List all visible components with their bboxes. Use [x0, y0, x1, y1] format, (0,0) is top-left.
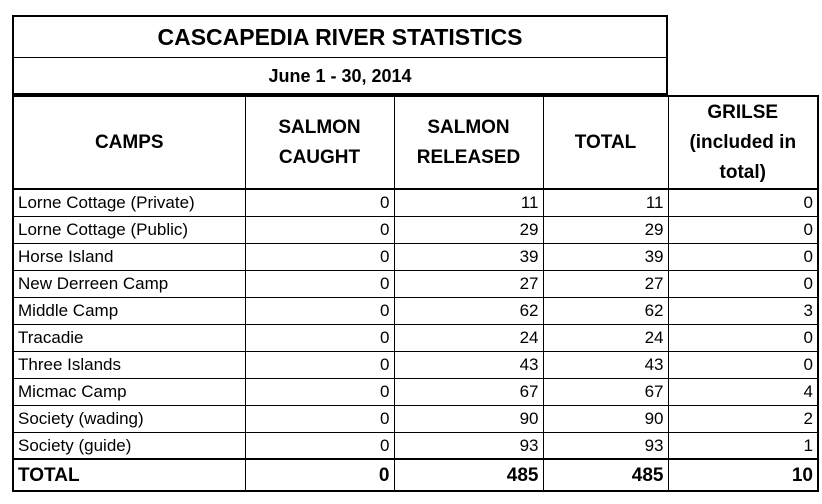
header-salmon-released: SALMON RELEASED — [394, 96, 543, 189]
grilse-cell: 0 — [668, 216, 818, 243]
salmon-released-cell: 27 — [394, 270, 543, 297]
total-cell: 62 — [543, 297, 668, 324]
salmon-caught-cell: 0 — [245, 270, 394, 297]
table-row — [13, 324, 818, 351]
total-cell: 39 — [543, 243, 668, 270]
table-row — [13, 216, 818, 243]
grilse-cell: 2 — [668, 405, 818, 432]
total-cell: 90 — [543, 405, 668, 432]
table-row — [13, 297, 818, 324]
salmon-caught-cell: 0 — [245, 297, 394, 324]
header-total: TOTAL — [543, 96, 668, 189]
camp-name-cell: Society (wading) — [13, 405, 245, 432]
header-salmon-caught: SALMON CAUGHT — [245, 96, 394, 189]
salmon-released-cell: 62 — [394, 297, 543, 324]
total-cell: 24 — [543, 324, 668, 351]
header-grilse: GRILSE (included in total) — [668, 96, 818, 189]
salmon-caught-cell: 0 — [245, 405, 394, 432]
table-row — [13, 243, 818, 270]
camp-name-cell: Three Islands — [13, 351, 245, 378]
table-row — [13, 432, 818, 459]
grilse-cell: 1 — [668, 432, 818, 459]
table-body — [13, 189, 818, 491]
salmon-released-cell: 93 — [394, 432, 543, 459]
salmon-released-cell: 67 — [394, 378, 543, 405]
grilse-cell: 0 — [668, 351, 818, 378]
salmon-caught-cell: 0 — [245, 378, 394, 405]
grilse-cell: 4 — [668, 378, 818, 405]
salmon-caught-cell: 0 — [245, 324, 394, 351]
table-row — [13, 351, 818, 378]
camp-name-cell: New Derreen Camp — [13, 270, 245, 297]
salmon-released-cell: 11 — [394, 189, 543, 216]
camp-name-cell: Lorne Cottage (Private) — [13, 189, 245, 216]
sheet-subtitle: June 1 - 30, 2014 — [268, 65, 412, 86]
camp-name-cell: Micmac Camp — [13, 378, 245, 405]
salmon-caught-cell: 0 — [245, 189, 394, 216]
header-row — [13, 96, 818, 189]
salmon-released-cell: 43 — [394, 351, 543, 378]
totals-label: TOTAL — [13, 459, 245, 491]
total-cell: 93 — [543, 432, 668, 459]
totals-total: 485 — [543, 459, 668, 491]
salmon-released-cell: 39 — [394, 243, 543, 270]
totals-caught: 0 — [245, 459, 394, 491]
camp-name-cell: Middle Camp — [13, 297, 245, 324]
totals-grilse: 10 — [668, 459, 818, 491]
table-row — [13, 270, 818, 297]
camp-name-cell: Lorne Cottage (Public) — [13, 216, 245, 243]
camp-name-cell: Horse Island — [13, 243, 245, 270]
grilse-cell: 0 — [668, 324, 818, 351]
total-cell: 11 — [543, 189, 668, 216]
grilse-cell: 0 — [668, 189, 818, 216]
salmon-caught-cell: 0 — [245, 216, 394, 243]
table-row — [13, 378, 818, 405]
salmon-caught-cell: 0 — [245, 351, 394, 378]
camp-name-cell: Tracadie — [13, 324, 245, 351]
total-cell: 67 — [543, 378, 668, 405]
table-row — [13, 405, 818, 432]
totals-row — [13, 459, 818, 491]
statistics-table — [12, 95, 819, 492]
grilse-cell: 0 — [668, 243, 818, 270]
table-row — [13, 189, 818, 216]
grilse-cell: 0 — [668, 270, 818, 297]
salmon-released-cell: 90 — [394, 405, 543, 432]
camp-name-cell: Society (guide) — [13, 432, 245, 459]
sheet-title: CASCAPEDIA RIVER STATISTICS — [14, 17, 666, 58]
salmon-caught-cell: 0 — [245, 432, 394, 459]
total-cell: 29 — [543, 216, 668, 243]
salmon-caught-cell: 0 — [245, 243, 394, 270]
title-box — [12, 15, 668, 95]
header-camps: CAMPS — [13, 96, 245, 189]
salmon-released-cell: 24 — [394, 324, 543, 351]
total-cell: 27 — [543, 270, 668, 297]
grilse-cell: 3 — [668, 297, 818, 324]
salmon-released-cell: 29 — [394, 216, 543, 243]
totals-released: 485 — [394, 459, 543, 491]
total-cell: 43 — [543, 351, 668, 378]
